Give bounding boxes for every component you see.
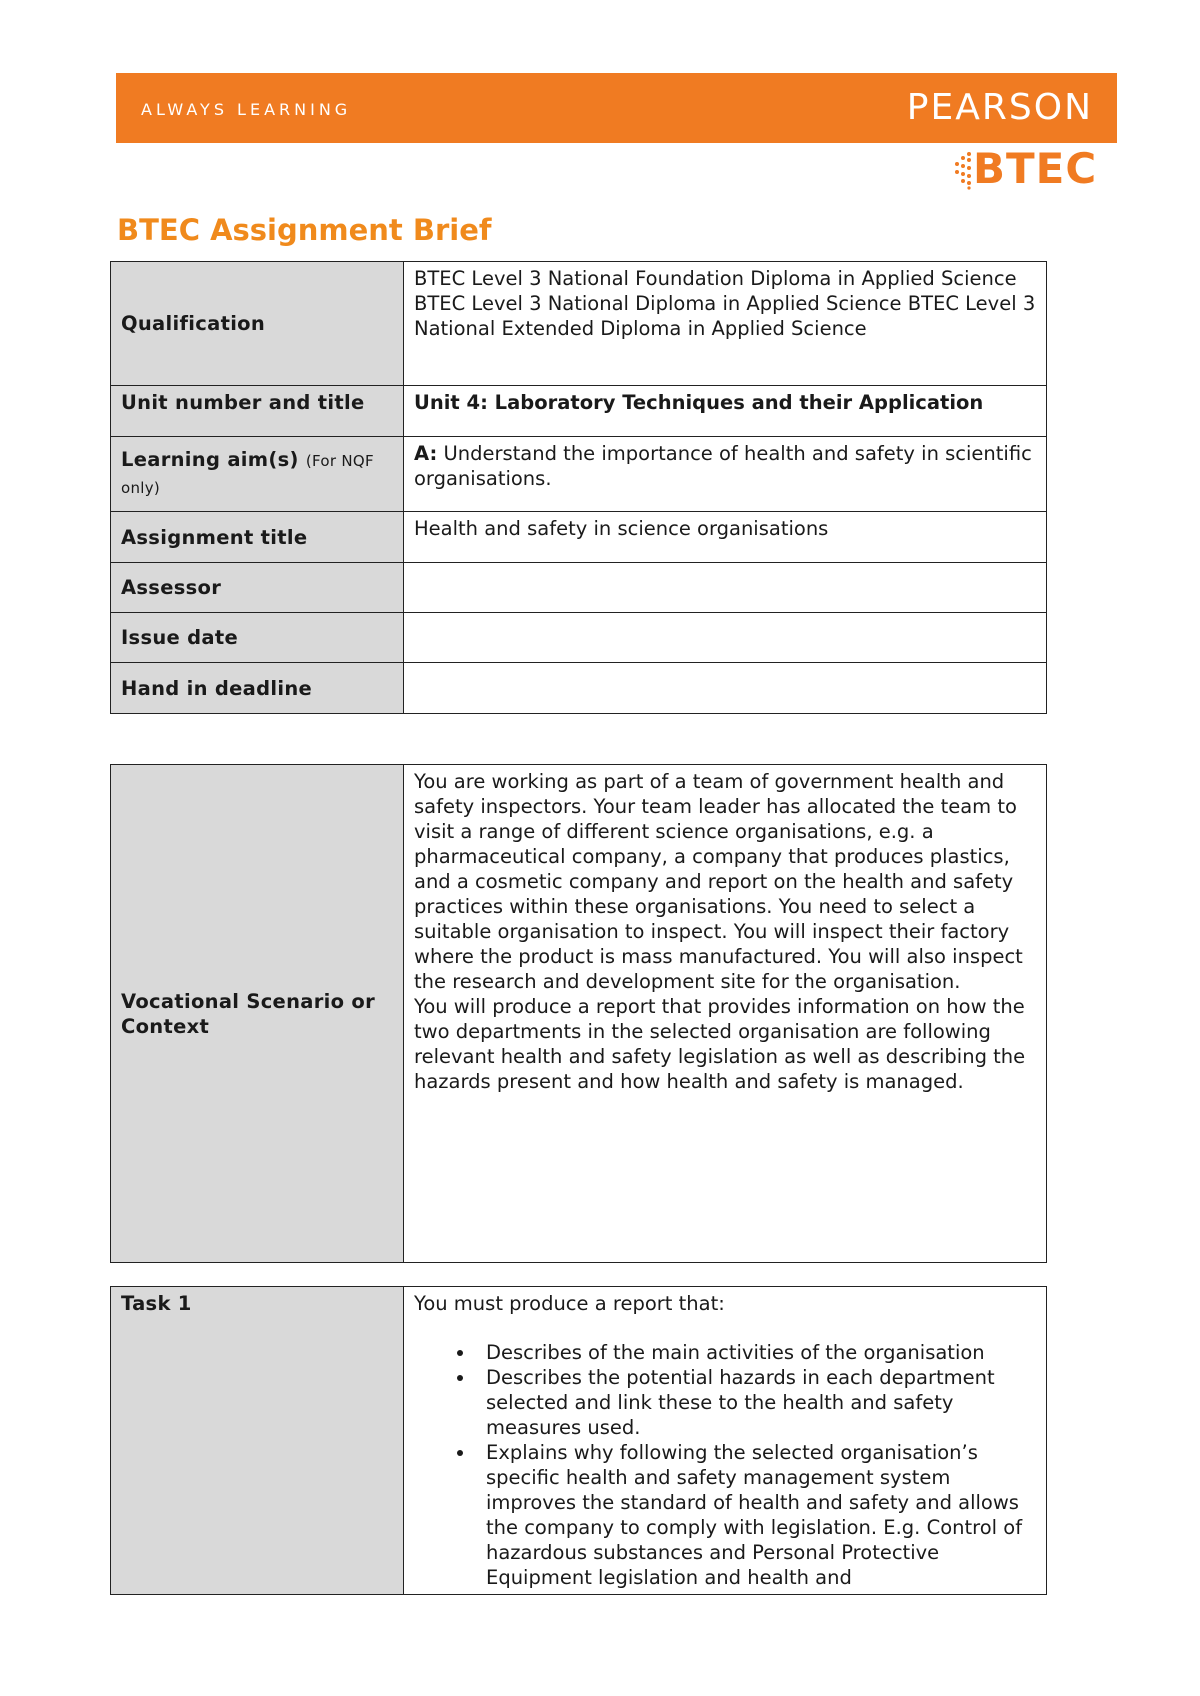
task-table [110, 1286, 1047, 1595]
issue-date-label: Issue date [111, 613, 404, 663]
assessor-value [404, 563, 1047, 613]
slogan-text: ALWAYS LEARNING [141, 100, 352, 119]
task-intro: You must produce a report that: [414, 1292, 725, 1315]
task-row [111, 1287, 1047, 1595]
qualification-value: BTEC Level 3 National Foundation Diploma in Applied Science BTEC Level 3 National Diploma in Applied Science BTEC Level 3 National Extended Diploma in Applied Science [404, 262, 1047, 386]
qualification-label: Qualification [111, 262, 404, 386]
unit-value: Unit 4: Laboratory Techniques and their Application [404, 386, 1047, 437]
task-value [404, 1287, 1047, 1595]
btec-logo-text: BTEC [973, 144, 1098, 193]
learning-aim-prefix: A: [414, 442, 438, 465]
task-bullet: • Describes of the main activities of the organisation [476, 1340, 1036, 1365]
assessor-row [111, 563, 1047, 613]
deadline-value [404, 663, 1047, 714]
learning-aim-row [111, 437, 1047, 512]
deadline-label: Hand in deadline [111, 663, 404, 714]
details-table [110, 261, 1047, 714]
qualification-row [111, 262, 1047, 386]
task-label: Task 1 [111, 1287, 404, 1595]
scenario-value [404, 765, 1047, 1263]
unit-label: Unit number and title [111, 386, 404, 437]
learning-aim-value [404, 437, 1047, 512]
scenario-row [111, 765, 1047, 1263]
header-banner [116, 73, 1117, 143]
btec-dots-icon [951, 150, 975, 190]
task-bullet: • Explains why following the selected organisation’s specific health and safety management system improves the standard of health and safety and allows the company to comply with legislation. E.g. Control of hazardous substances and Personal Protective Equipment legislation and health and [476, 1440, 1036, 1590]
assessor-label: Assessor [111, 563, 404, 613]
page-title: BTEC Assignment Brief [117, 213, 492, 247]
scenario-table [110, 764, 1047, 1263]
unit-row [111, 386, 1047, 437]
issue-date-row [111, 613, 1047, 663]
learning-aim-note: (For NQF only) [121, 452, 374, 497]
task-bullet: • Describes the potential hazards in each department selected and link these to the health and safety measures used. [476, 1365, 1036, 1440]
pearson-logo: PEARSON [906, 87, 1093, 128]
assignment-title-row [111, 512, 1047, 563]
btec-logo [951, 146, 1101, 196]
task-bullet-list [414, 1340, 1036, 1590]
deadline-row [111, 663, 1047, 714]
scenario-label: Vocational Scenario or Context [111, 765, 404, 1263]
learning-aim-label [111, 437, 404, 512]
assignment-title-value: Health and safety in science organisations [404, 512, 1047, 563]
scenario-paragraph: You will produce a report that provides information on how the two departments in the selected organisation are following relevant health and safety legislation as well as describing the hazards present and how health and safety is managed. [414, 995, 1026, 1093]
learning-aim-text: Understand the importance of health and safety in scientific organisations. [414, 442, 1032, 490]
assignment-title-label: Assignment title [111, 512, 404, 563]
learning-aim-label-text: Learning aim(s) [121, 448, 299, 471]
issue-date-value [404, 613, 1047, 663]
scenario-paragraph: You are working as part of a team of government health and safety inspectors. Your team leader has allocated the team to visit a range of different science organisations, e.g. a pharmaceutical company, a company that produces plastics, and a cosmetic company and report on the health and safety practices within these organisations. You need to select a suitable organisation to inspect. You will inspect their factory where the product is mass manufactured. You will also inspect the research and development site for the organisation. [414, 770, 1023, 993]
